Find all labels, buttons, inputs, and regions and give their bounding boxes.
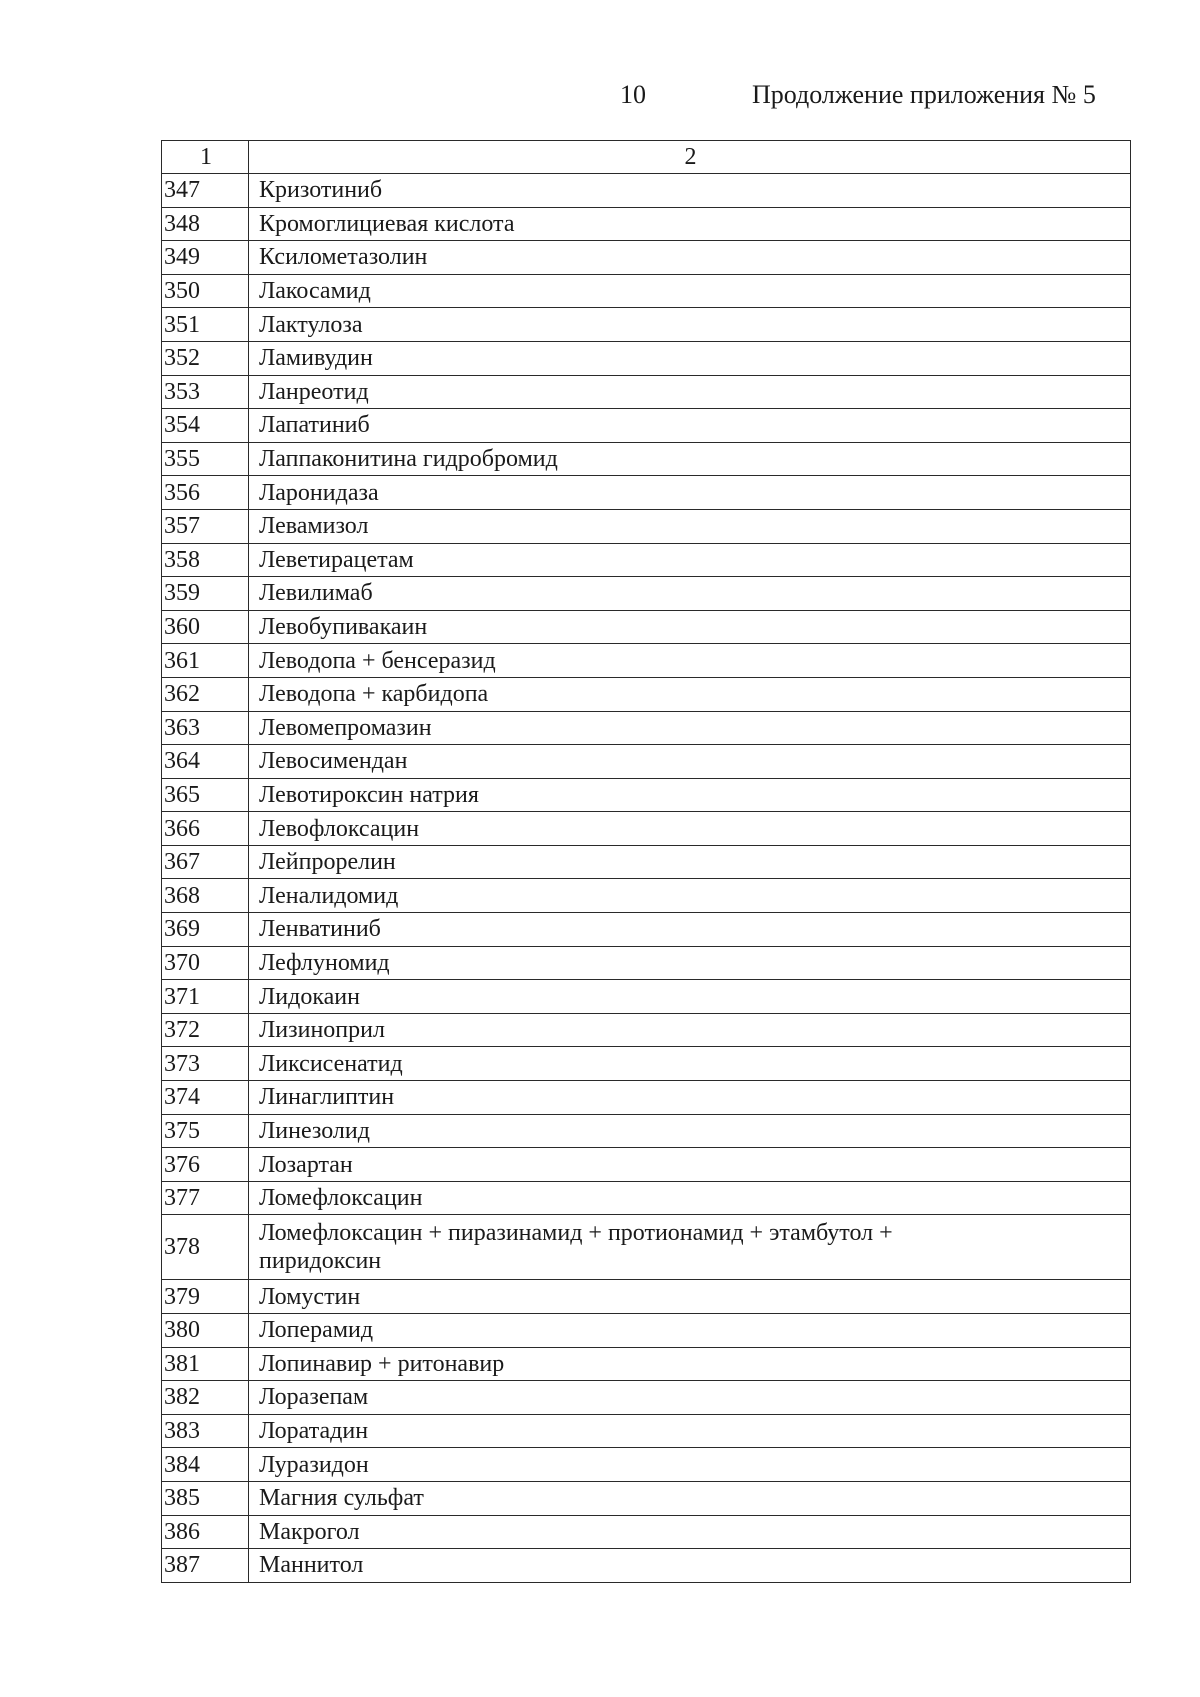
row-number: 354 <box>162 409 249 443</box>
table-row <box>162 913 1131 947</box>
table-header-row <box>162 141 1131 174</box>
drug-name: Ломустин <box>249 1280 1131 1314</box>
drug-name: Лоратадин <box>249 1414 1131 1448</box>
table-row <box>162 308 1131 342</box>
row-number: 371 <box>162 980 249 1014</box>
drug-name: Линезолид <box>249 1114 1131 1148</box>
table-row <box>162 375 1131 409</box>
drug-name: Лозартан <box>249 1148 1131 1182</box>
row-number: 352 <box>162 341 249 375</box>
drug-name: Лефлуномид <box>249 946 1131 980</box>
row-number: 355 <box>162 442 249 476</box>
column-header-number: 1 <box>162 141 249 174</box>
drug-name: Ломефлоксацин <box>249 1181 1131 1215</box>
table-row <box>162 1280 1131 1314</box>
drug-name: Лоперамид <box>249 1314 1131 1348</box>
row-number: 378 <box>162 1215 249 1280</box>
row-number: 382 <box>162 1381 249 1415</box>
drug-name: Лизиноприл <box>249 1013 1131 1047</box>
row-number: 359 <box>162 577 249 611</box>
table-row <box>162 1215 1131 1280</box>
table-row <box>162 543 1131 577</box>
table-row <box>162 241 1131 275</box>
table-row <box>162 1448 1131 1482</box>
drug-name: Леветирацетам <box>249 543 1131 577</box>
table-row <box>162 476 1131 510</box>
table-row <box>162 980 1131 1014</box>
table-row <box>162 677 1131 711</box>
drug-name: Луразидон <box>249 1448 1131 1482</box>
row-number: 349 <box>162 241 249 275</box>
drug-name: Левобупивакаин <box>249 610 1131 644</box>
row-number: 361 <box>162 644 249 678</box>
row-number: 379 <box>162 1280 249 1314</box>
drug-name: Лидокаин <box>249 980 1131 1014</box>
table-row <box>162 1114 1131 1148</box>
drug-name: Левилимаб <box>249 577 1131 611</box>
drug-name: Левофлоксацин <box>249 812 1131 846</box>
row-number: 373 <box>162 1047 249 1081</box>
row-number: 353 <box>162 375 249 409</box>
table-row <box>162 1414 1131 1448</box>
table-row <box>162 812 1131 846</box>
row-number: 376 <box>162 1148 249 1182</box>
table-row <box>162 174 1131 208</box>
row-number: 348 <box>162 207 249 241</box>
row-number: 368 <box>162 879 249 913</box>
table-row <box>162 274 1131 308</box>
drug-name: Магния сульфат <box>249 1481 1131 1515</box>
drug-name: Ксилометазолин <box>249 241 1131 275</box>
table-row <box>162 1148 1131 1182</box>
table-row <box>162 1549 1131 1583</box>
row-number: 380 <box>162 1314 249 1348</box>
drug-name: Ланреотид <box>249 375 1131 409</box>
row-number: 364 <box>162 745 249 779</box>
drug-name: Левомепромазин <box>249 711 1131 745</box>
row-number: 362 <box>162 677 249 711</box>
drug-name: Левамизол <box>249 509 1131 543</box>
table-row <box>162 341 1131 375</box>
drug-name: Ларонидаза <box>249 476 1131 510</box>
row-number: 363 <box>162 711 249 745</box>
drug-name: Кромоглициевая кислота <box>249 207 1131 241</box>
table-row <box>162 409 1131 443</box>
appendix-continuation-title: Продолжение приложения № 5 <box>752 80 1096 109</box>
drug-name: Лапатиниб <box>249 409 1131 443</box>
drug-name: Лоразепам <box>249 1381 1131 1415</box>
table-row <box>162 644 1131 678</box>
row-number: 385 <box>162 1481 249 1515</box>
table-row <box>162 1081 1131 1115</box>
table-row <box>162 509 1131 543</box>
row-number: 383 <box>162 1414 249 1448</box>
table-row <box>162 1381 1131 1415</box>
row-number: 360 <box>162 610 249 644</box>
table-row <box>162 577 1131 611</box>
row-number: 350 <box>162 274 249 308</box>
row-number: 357 <box>162 509 249 543</box>
row-number: 384 <box>162 1448 249 1482</box>
drug-name: Макрогол <box>249 1515 1131 1549</box>
table-row <box>162 1013 1131 1047</box>
drug-name <box>249 1215 1131 1280</box>
row-number: 375 <box>162 1114 249 1148</box>
row-number: 374 <box>162 1081 249 1115</box>
drug-name: Лопинавир + ритонавир <box>249 1347 1131 1381</box>
table-row <box>162 1481 1131 1515</box>
table-row <box>162 1515 1131 1549</box>
row-number: 347 <box>162 174 249 208</box>
row-number: 351 <box>162 308 249 342</box>
table-row <box>162 207 1131 241</box>
drug-list-table <box>161 140 1131 1583</box>
table-row <box>162 946 1131 980</box>
table-row <box>162 1314 1131 1348</box>
row-number: 377 <box>162 1181 249 1215</box>
drug-name: Лаппаконитина гидробромид <box>249 442 1131 476</box>
drug-name: Леводопа + бенсеразид <box>249 644 1131 678</box>
row-number: 381 <box>162 1347 249 1381</box>
table-row <box>162 711 1131 745</box>
row-number: 367 <box>162 845 249 879</box>
drug-name: Кризотиниб <box>249 174 1131 208</box>
row-number: 365 <box>162 778 249 812</box>
drug-name: Ленватиниб <box>249 913 1131 947</box>
page-number: 10 <box>620 80 646 109</box>
drug-name: Маннитол <box>249 1549 1131 1583</box>
drug-name: Линаглиптин <box>249 1081 1131 1115</box>
table-row <box>162 610 1131 644</box>
row-number: 369 <box>162 913 249 947</box>
table-row <box>162 745 1131 779</box>
drug-name: Ламивудин <box>249 341 1131 375</box>
table-row <box>162 442 1131 476</box>
table-row <box>162 845 1131 879</box>
drug-name: Лейпрорелин <box>249 845 1131 879</box>
table-row <box>162 1347 1131 1381</box>
column-header-name: 2 <box>249 141 1131 174</box>
drug-name: Лакосамид <box>249 274 1131 308</box>
drug-name: Леналидомид <box>249 879 1131 913</box>
drug-name: Леводопа + карбидопа <box>249 677 1131 711</box>
table-row <box>162 1047 1131 1081</box>
drug-name: Ликсисенатид <box>249 1047 1131 1081</box>
row-number: 387 <box>162 1549 249 1583</box>
row-number: 358 <box>162 543 249 577</box>
row-number: 372 <box>162 1013 249 1047</box>
row-number: 370 <box>162 946 249 980</box>
row-number: 366 <box>162 812 249 846</box>
row-number: 356 <box>162 476 249 510</box>
row-number: 386 <box>162 1515 249 1549</box>
drug-name-line: пиридоксин <box>259 1248 382 1275</box>
drug-name: Левотироксин натрия <box>249 778 1131 812</box>
drug-name: Лактулоза <box>249 308 1131 342</box>
drug-name-line: Ломефлоксацин + пиразинамид + протионамид + этамбутол + <box>259 1220 893 1247</box>
table-row <box>162 778 1131 812</box>
table-row <box>162 1181 1131 1215</box>
table-row <box>162 879 1131 913</box>
drug-name: Левосимендан <box>249 745 1131 779</box>
